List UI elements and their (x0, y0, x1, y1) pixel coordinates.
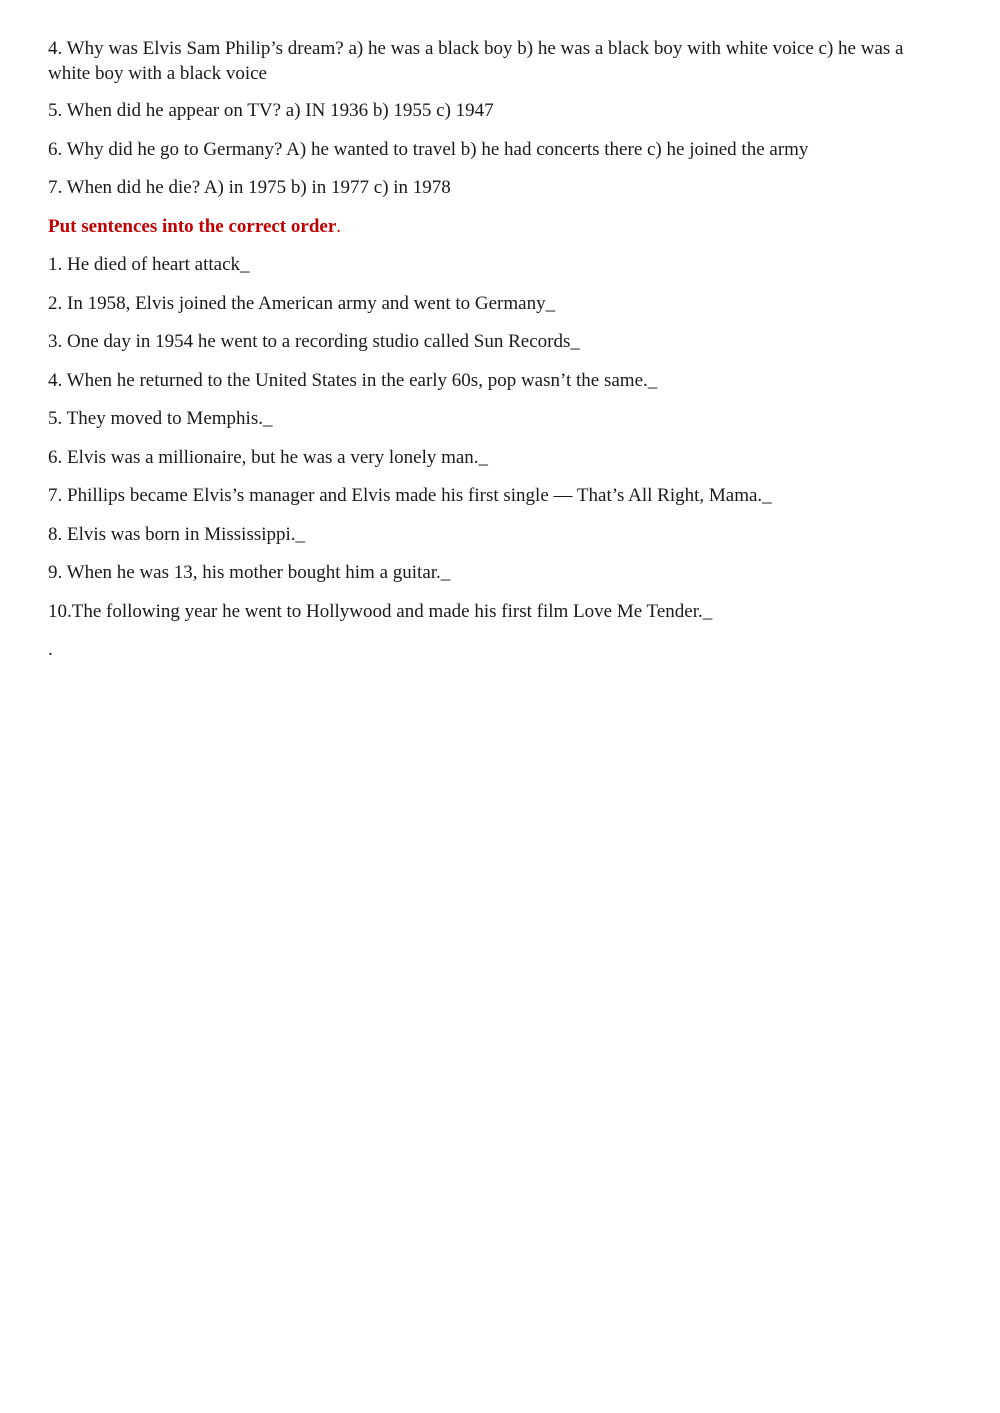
trailing-mark: . (48, 639, 53, 660)
quiz-question-4: 4. Why was Elvis Sam Philip’s dream? a) he was a black boy b) he was a black boy with white voice c) he was a white boy with a black voice (48, 38, 904, 84)
worksheet-page (48, 36, 948, 676)
ordering-heading-punct: . (336, 215, 341, 237)
ordering-heading-line (48, 214, 948, 239)
ordering-sentence-2: 2. In 1958, Elvis joined the American army and went to Germany_ (48, 292, 556, 314)
ordering-sentence-1: 1. He died of heart attack_ (48, 254, 250, 275)
ordering-sentence-4: 4. When he returned to the United States in the early 60s, pop wasn’t the same._ (48, 369, 658, 391)
quiz-question-6: 6. Why did he go to Germany? A) he wanted to travel b) he had concerts there c) he joined the army (48, 138, 809, 160)
quiz-question-7: 7. When did he die? A) in 1975 b) in 1977 c) in 1978 (48, 177, 451, 198)
ordering-heading: Put sentences into the correct order (48, 215, 337, 237)
ordering-sentence-8: 8. Elvis was born in Mississippi._ (48, 523, 306, 545)
quiz-question-5: 5. When did he appear on TV? a) IN 1936 b) 1955 c) 1947 (48, 100, 494, 121)
ordering-sentence-7: 7. Phillips became Elvis’s manager and Elvis made his first single — That’s All Right, Mama._ (48, 485, 772, 506)
ordering-sentence-5: 5. They moved to Memphis._ (48, 408, 273, 429)
ordering-sentence-9: 9. When he was 13, his mother bought him a guitar._ (48, 562, 451, 583)
ordering-sentence-10: 10.The following year he went to Hollywood and made his first film Love Me Tender._ (48, 600, 713, 622)
ordering-sentence-3: 3. One day in 1954 he went to a recording studio called Sun Records_ (48, 331, 580, 352)
ordering-sentence-6: 6. Elvis was a millionaire, but he was a very lonely man._ (48, 446, 489, 468)
